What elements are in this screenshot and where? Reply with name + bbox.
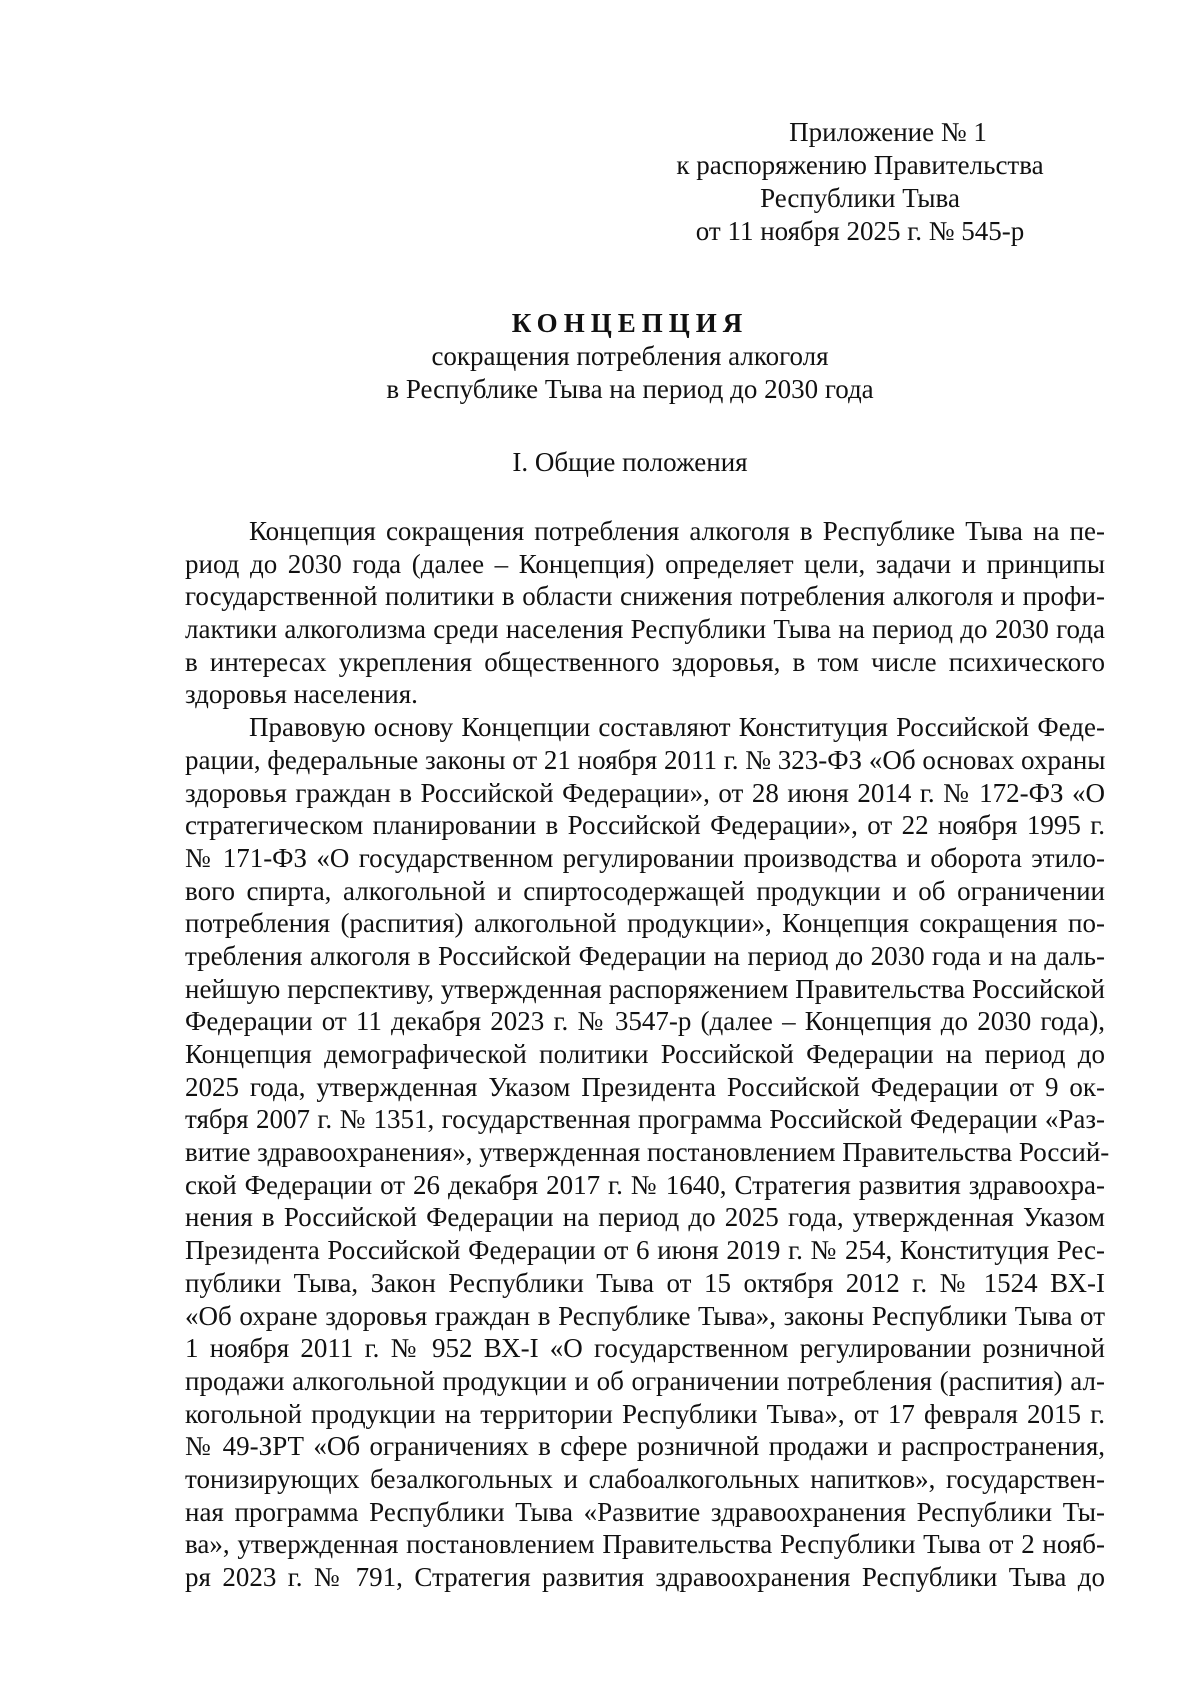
text-line: рации, федеральные законы от 21 ноября 2011 г. № 323-ФЗ «Об основах охраны [185,744,1106,775]
appendix-number: Приложение № 1 [789,117,987,147]
text-line: стратегическом планировании в Российской Федерации», от 22 ноября 1995 г. [185,810,1105,841]
text-line: в интересах укрепления общественного здоровья, в том числе психического [185,646,1105,677]
text-line: когольной продукции на территории Республики Тыва», от 17 февраля 2015 г. [185,1398,1105,1429]
document-subtitle-line-1: сокращения потребления алкоголя [431,341,829,371]
text-line: 1 ноября 2011 г. № 952 ВХ-I «О государственном регулировании розничной [185,1333,1105,1364]
document-subtitle-line-2: в Республике Тыва на период до 2030 года [386,374,874,404]
text-line: потребления (распития) алкогольной продукции», Концепция сокращения по- [185,908,1105,939]
text-line: Концепция сокращения потребления алкоголя в Республике Тыва на пе- [249,516,1105,546]
text-line: риод до 2030 года (далее – Концепция) определяет цели, задачи и принципы [185,548,1105,579]
text-line: тября 2007 г. № 1351, государственная программа Российской Федерации «Раз- [185,1104,1105,1135]
text-line: нения в Российской Федерации на период до 2025 года, утвержденная Указом [185,1202,1105,1233]
text-line: государственной политики в области снижения потребления алкоголя и профи- [185,581,1105,612]
text-line: Президента Российской Федерации от 6 июня 2019 г. № 254, Конституция Рес- [185,1235,1105,1266]
text-line: № 49-ЗРТ «Об ограничениях в сфере розничной продажи и распространения, [185,1431,1105,1462]
text-line: Концепция демографической политики Российской Федерации на период до [185,1039,1105,1069]
text-line: ской Федерации от 26 декабря 2017 г. № 1640, Стратегия развития здравоохра- [185,1169,1105,1200]
text-line: нейшую перспективу, утвержденная распоряжением Правительства Российской [185,973,1105,1004]
text-line: здоровья населения. [185,679,418,710]
text-line: 2025 года, утвержденная Указом Президента Российской Федерации от 9 ок- [185,1071,1105,1102]
text-line: продажи алкогольной продукции и об ограничении потребления (распития) ал- [185,1365,1105,1396]
document-title: КОНЦЕПЦИЯ [511,308,749,338]
text-line: Правовую основу Концепции составляют Конституция Российской Феде- [249,712,1105,743]
text-line: лактики алкоголизма среди населения Республики Тыва на период до 2030 года [185,614,1105,645]
appendix-reference: к распоряжению Правительства [676,150,1044,180]
text-line: витие здравоохранения», утвержденная постановлением Правительства Россий- [185,1137,1110,1168]
text-line: № 171-ФЗ «О государственном регулировании производства и оборота этило- [185,842,1105,873]
appendix-government: Республики Тыва [760,183,960,213]
text-line: «Об охране здоровья граждан в Республике Тыва», законы Республики Тыва от [185,1300,1105,1331]
text-line: ря 2023 г. № 791, Стратегия развития здравоохранения Республики Тыва до [185,1562,1105,1592]
section-heading: I. Общие положения [512,447,748,477]
title-block [0,306,1200,406]
paragraph-1 [185,515,1105,711]
text-line: вого спирта, алкогольной и спиртосодержащей продукции и об ограничении [185,875,1105,906]
text-line: тонизирующих безалкогольных и слабоалкогольных напитков», государствен- [185,1463,1105,1494]
text-line: требления алкоголя в Российской Федерации на период до 2030 года и на даль- [185,940,1105,971]
text-line: Федерации от 11 декабря 2023 г. № 3547-р (далее – Концепция до 2030 года), [185,1006,1105,1037]
appendix-date: от 11 ноября 2025 г. № 545-р [695,216,1025,246]
text-line: ва», утвержденная постановлением Правительства Республики Тыва от 2 нояб- [185,1529,1105,1560]
body-text [185,515,1110,1594]
appendix-block [600,116,1120,248]
text-line: ная программа Республики Тыва «Развитие здравоохранения Республики Ты- [185,1496,1105,1527]
paragraph-2 [185,711,1110,1594]
text-line: публики Тыва, Закон Республики Тыва от 15 октября 2012 г. № 1524 ВХ-I [185,1267,1105,1298]
text-line: здоровья граждан в Российской Федерации», от 28 июня 2014 г. № 172-ФЗ «О [185,777,1105,808]
